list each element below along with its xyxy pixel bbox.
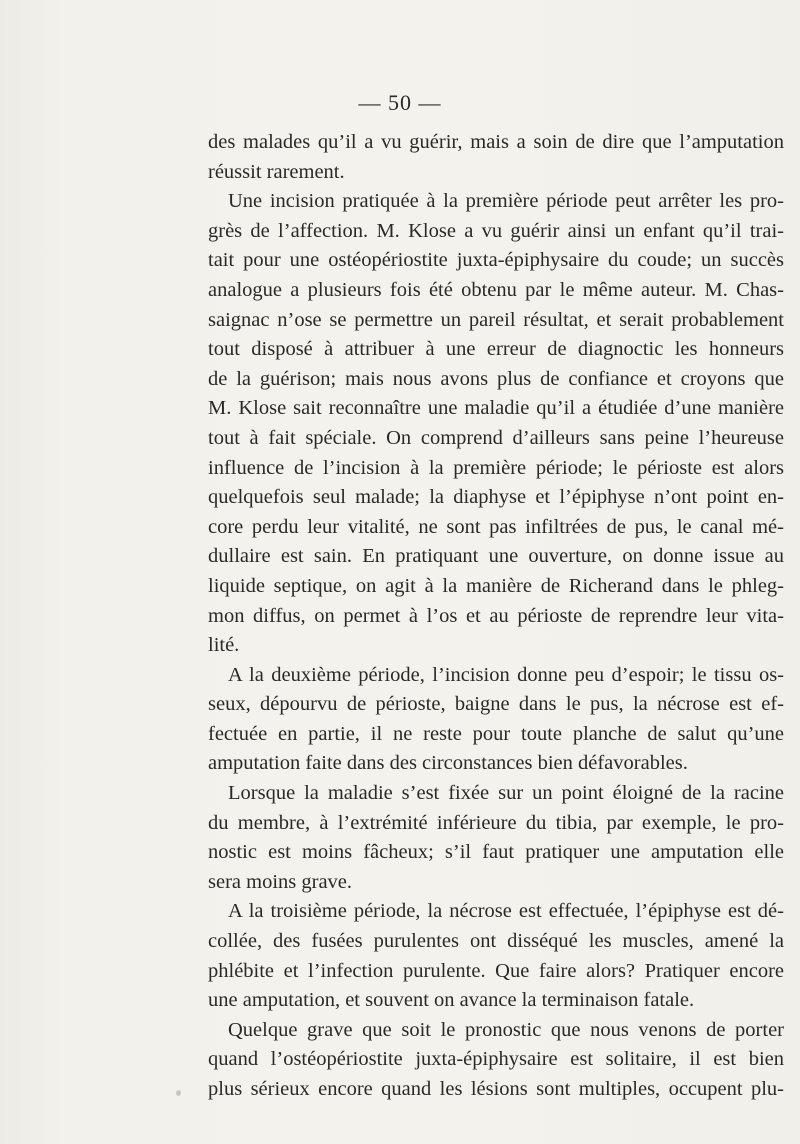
text-line: dullaire est sain. En pratiquant une ouverture, on donne issue au <box>208 545 784 568</box>
text-line: amputation faite dans des circonstances bien défavorables. <box>208 752 688 775</box>
text-line: tout à fait spéciale. On comprend d’ailleurs sans peine l’heureuse <box>208 426 784 449</box>
text-line: analogue a plusieurs fois été obtenu par le même auteur. M. Chas- <box>208 278 784 301</box>
text-line: collée, des fusées purulentes ont disséqué les muscles, amené la <box>208 930 784 953</box>
text-line: quand l’ostéopériostite juxta-épiphysaire est solitaire, il est bien <box>208 1048 784 1071</box>
text-line: fectuée en partie, il ne reste pour toute planche de salut qu’une <box>208 722 784 745</box>
text-line: de la guérison; mais nous avons plus de confiance et croyons que <box>208 367 784 390</box>
text-line: tout disposé à attribuer à une erreur de diagnoctic les honneurs <box>208 338 784 361</box>
text-line: une amputation, et souvent on avance la terminaison fatale. <box>208 989 695 1012</box>
text-line: seux, dépourvu de périoste, baigne dans le pus, la nécrose est ef- <box>208 693 784 716</box>
page-number: — 50 — <box>358 90 442 115</box>
text-line: phlébite et l’infection purulente. Que faire alors? Pratiquer encore <box>208 959 784 982</box>
text-line: liquide septique, on agit à la manière de Richerand dans le phleg- <box>208 574 784 597</box>
text-line: mon diffus, on permet à l’os et au périoste de reprendre leur vita- <box>208 604 784 627</box>
text-line: A la troisième période, la nécrose est effectuée, l’épiphyse est dé- <box>228 900 784 923</box>
text-line: saignac n’ose se permettre un pareil résultat, et serait probablement <box>208 308 784 331</box>
text-line: quelquefois seul malade; la diaphyse et l’épiphyse n’ont point en- <box>208 486 784 509</box>
body-text <box>208 128 784 1105</box>
text-line: A la deuxième période, l’incision donne peu d’espoir; le tissu os- <box>228 663 784 686</box>
text-line: lité. <box>208 634 240 657</box>
text-line: nostic est moins fâcheux; s’il faut pratiquer une amputation elle <box>208 841 784 864</box>
text-line: influence de l’incision à la première période; le périoste est alors <box>208 456 784 479</box>
text-line: grès de l’affection. M. Klose a vu guérir ainsi un enfant qu’il trai- <box>208 219 784 242</box>
text-line: Une incision pratiquée à la première période peut arrêter les pro- <box>228 190 784 213</box>
text-line: du membre, à l’extrémité inférieure du tibia, par exemple, le pro- <box>208 811 784 834</box>
text-line: réussit rarement. <box>208 160 345 183</box>
text-line: plus sérieux encore quand les lésions sont multiples, occupent plu- <box>208 1078 784 1100</box>
text-line: des malades qu’il a vu guérir, mais a soin de dire que l’amputation <box>208 131 784 153</box>
text-line: tait pour une ostéopériostite juxta-épiphysaire du coude; un succès <box>208 249 784 272</box>
text-line: Quelque grave que soit le pronostic que nous venons de porter <box>228 1018 784 1041</box>
text-line: core perdu leur vitalité, ne sont pas infiltrées de pus, le canal mé- <box>208 515 784 538</box>
paper-speck <box>176 1090 181 1096</box>
text-line: Lorsque la maladie s’est fixée sur un point éloigné de la racine <box>228 782 784 805</box>
text-line: M. Klose sait reconnaître une maladie qu’il a étudiée d’une manière <box>208 397 784 420</box>
text-line: sera moins grave. <box>208 870 353 893</box>
